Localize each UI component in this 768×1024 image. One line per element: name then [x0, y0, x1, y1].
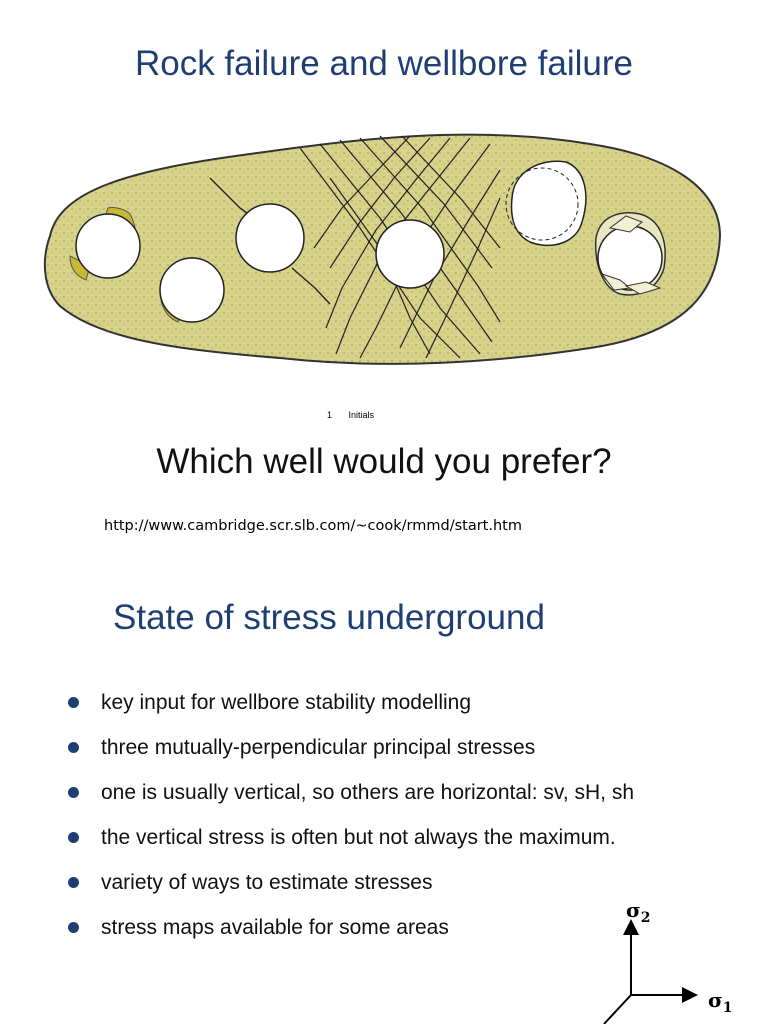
bullet-item: the vertical stress is often but not always the maximum. [68, 823, 634, 868]
bullet-item: stress maps available for some areas [68, 913, 634, 958]
slide-title-stress: State of stress underground [113, 598, 545, 637]
sigma2-label: $\sigma_2$ [626, 898, 651, 926]
well-3 [236, 204, 304, 272]
well-4 [376, 220, 444, 288]
slide-title-rock-failure: Rock failure and wellbore failure [134, 44, 634, 83]
rock-sample-diagram [30, 118, 730, 378]
bullet-item: key input for wellbore stability modelling [68, 688, 634, 733]
bullet-icon [68, 877, 79, 888]
bullet-icon [68, 742, 79, 753]
slide-number: 1 [327, 410, 333, 420]
bullet-item: variety of ways to estimate stresses [68, 868, 634, 913]
bullet-list [68, 688, 634, 958]
stress-axes-diagram [590, 895, 760, 1024]
footer-initials: Initials [348, 410, 375, 420]
sigma1-label: $\sigma_1$ [708, 988, 733, 1016]
well-1 [76, 214, 140, 278]
bullet-icon [68, 832, 79, 843]
bullet-item: three mutually-perpendicular principal stresses [68, 733, 634, 778]
slide-footer [327, 410, 374, 420]
bullet-icon [68, 787, 79, 798]
bullet-icon [68, 697, 79, 708]
bullet-item: one is usually vertical, so others are horizontal: sv, sH, sh [68, 778, 634, 823]
well-2 [160, 258, 224, 322]
bullet-icon [68, 922, 79, 933]
reference-url[interactable]: http://www.cambridge.scr.slb.com/~cook/rmmd/start.htm [104, 518, 522, 534]
question-heading: Which well would you prefer? [156, 442, 612, 481]
sigma3-axis [604, 995, 631, 1024]
